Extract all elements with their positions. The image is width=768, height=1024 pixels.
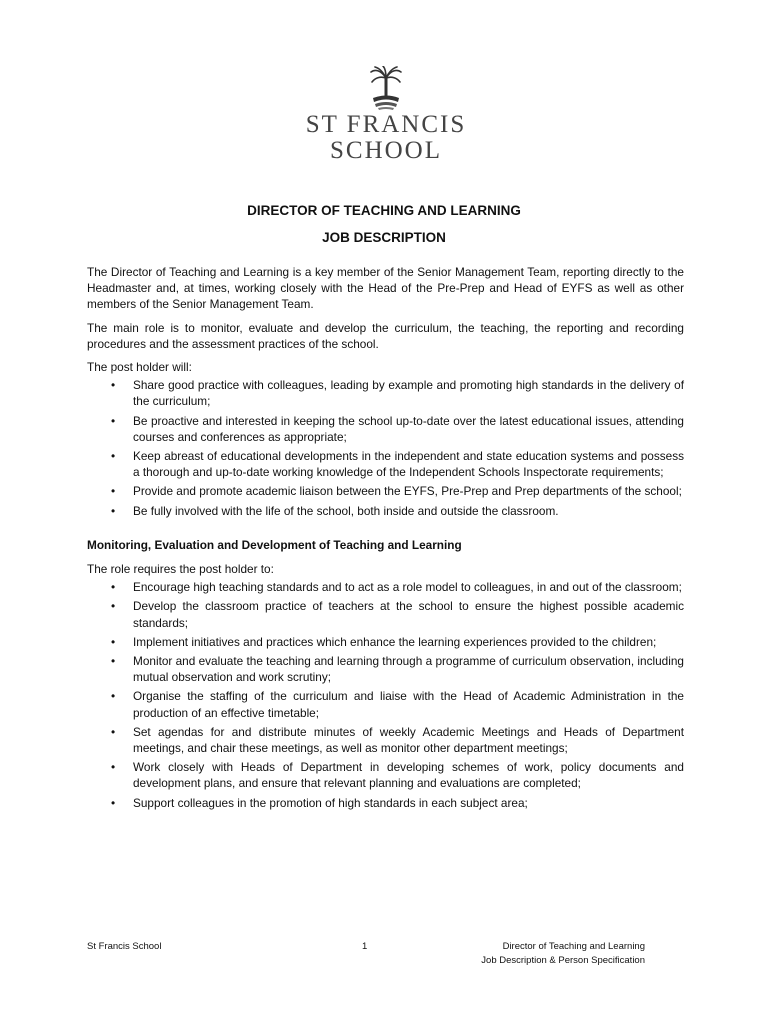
section-heading: Monitoring, Evaluation and Development of Teaching and Learning <box>87 537 462 552</box>
list-item: • Be proactive and interested in keeping the school up-to-date over the latest educational issues, attending courses and conferences as appropriate; <box>111 413 684 444</box>
list-item: • Implement initiatives and practices which enhance the learning experiences provided to the children; <box>111 634 657 649</box>
list-item: • Organise the staffing of the curriculum and liaise with the Head of Academic Administration in the production of an effective timetable; <box>111 689 684 720</box>
palm-tree-crest-icon <box>369 66 403 112</box>
logo-text-line1: ST FRANCIS <box>305 111 467 138</box>
logo-text-line2: SCHOOL <box>329 137 442 164</box>
footer-school-name: St Francis School <box>87 941 162 952</box>
list-item: • Share good practice with colleagues, leading by example and promoting high standards in the delivery of the curriculum; <box>111 378 684 409</box>
list-item: • Be fully involved with the life of the school, both inside and outside the classroom. <box>111 503 559 518</box>
intro-paragraph: The Director of Teaching and Learning is a key member of the Senior Management Team, reporting directly to the Headmaster and, at times, working closely with the Head of the Pre-Prep and Head of EYFS as well as other members of the Senior Management Team. <box>87 265 684 312</box>
post-holder-list <box>87 377 684 519</box>
footer-title-line1: Director of Teaching and Learning <box>502 941 645 952</box>
role-requirements-list <box>87 579 684 811</box>
school-logo <box>296 66 476 164</box>
intro-paragraph: The main role is to monitor, evaluate and develop the curriculum, the teaching, the reporting and recording procedures and the assessment practices of the school. <box>87 320 684 351</box>
role-heading: The role requires the post holder to: <box>87 562 274 577</box>
list-item: • Develop the classroom practice of teachers at the school to ensure the highest possible academic standards; <box>111 599 684 630</box>
document-body <box>87 264 684 820</box>
list-item: • Work closely with Heads of Department in developing schemes of work, policy documents and development plans, and ensure that relevant planning and evaluations are completed; <box>111 760 684 791</box>
list-item: • Keep abreast of educational developments in the independent and state education systems and possess a thorough and up-to-date working knowledge of the Independent Schools Inspectorate requirements; <box>111 449 684 480</box>
footer-title-line2: Job Description & Person Specification <box>481 955 645 966</box>
footer-page-number: 1 <box>362 941 368 952</box>
post-holder-heading: The post holder will: <box>87 360 192 375</box>
document-subtitle: JOB DESCRIPTION <box>322 230 446 245</box>
list-item: • Provide and promote academic liaison between the EYFS, Pre-Prep and Prep departments of the school; <box>111 484 682 499</box>
list-item: • Monitor and evaluate the teaching and learning through a programme of curriculum observation, including mutual observation and work scrutiny; <box>111 654 684 685</box>
list-item: • Support colleagues in the promotion of high standards in each subject area; <box>111 795 528 810</box>
footer-document-title <box>440 940 645 968</box>
list-item: • Set agendas for and distribute minutes of weekly Academic Meetings and Heads of Department meetings, and chair these meetings, as well as monitor other department meetings; <box>111 724 684 756</box>
list-item: • Encourage high teaching standards and to act as a role model to colleagues, in and out of the classroom; <box>111 580 682 595</box>
document-title: DIRECTOR OF TEACHING AND LEARNING <box>247 203 521 218</box>
